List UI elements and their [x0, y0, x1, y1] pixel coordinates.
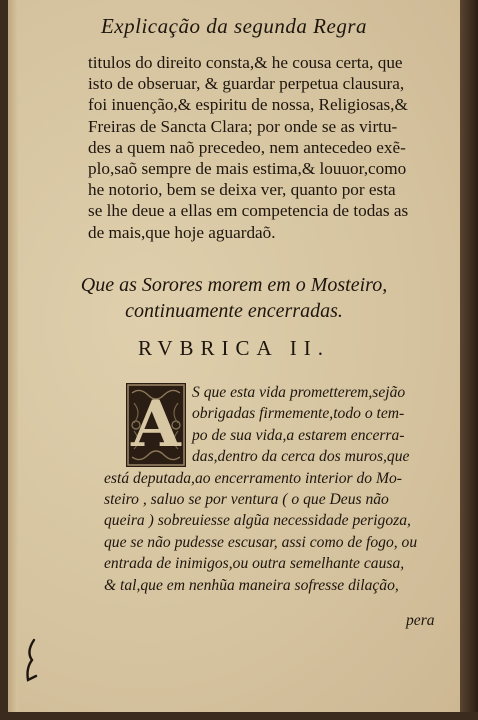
- text-line: S que esta vida prometterem,sejão: [192, 384, 406, 401]
- text-line: Freiras de Sancta Clara; por onde se as virtu-: [88, 116, 398, 136]
- text-line: entrada de inimigos,ou outra semelhante causa,: [104, 555, 405, 573]
- text-line: isto de obseruar, & guardar perpetua clausura,: [88, 74, 405, 94]
- text-line: steiro , saluo se por ventura ( o que Deus não: [104, 491, 389, 509]
- body-paragraph: [88, 52, 448, 243]
- binding-shadow: [460, 0, 478, 712]
- text-line: des a quem naõ precedeo, nem antecedeo exẽ-: [88, 137, 406, 157]
- text-line: queira ) sobreuiesse algũa necessidade perigoza,: [104, 512, 411, 530]
- drop-cap-letter: A: [131, 387, 181, 462]
- margin-bracket-icon: [22, 636, 40, 684]
- heading-line: Que as Sorores morem em o Mosteiro,: [80, 274, 388, 296]
- text-line: titulos do direito consta,& he cousa certa, que: [88, 53, 403, 72]
- text-line: foi inuenção,& espiritu de nossa, Religiosas,&: [88, 95, 408, 115]
- running-head: Explicação da segunda Regra: [100, 14, 368, 38]
- text-line: plo,saõ sempre de mais estima,& louuor,como: [88, 159, 407, 179]
- text-line: que se não pudesse escusar, assi como de fogo, ou: [104, 533, 418, 551]
- ornamental-drop-cap: [126, 383, 186, 467]
- text-line: de mais,que hoje aguardaõ.: [88, 222, 276, 242]
- text-line: obrigadas firmemente,todo o tem-: [192, 405, 405, 423]
- text-line: está deputada,ao encerramento interior do Mo-: [104, 469, 402, 487]
- heading-line: continuamente encerradas.: [125, 300, 343, 322]
- text-line: se lhe deue a ellas em competencia de todas as: [88, 201, 409, 221]
- book-page: [8, 0, 460, 712]
- text-line: he notorio, bem se deixa ver, quanto por esta: [88, 180, 396, 200]
- text-line: & tal,que em nenhũa maneira sofresse dilação,: [104, 576, 399, 594]
- section-heading: [8, 272, 460, 324]
- text-line: po de sua vida,a estarem encerra-: [192, 426, 405, 444]
- rubric-title: RVBRICA II.: [138, 336, 330, 360]
- text-line: das,dentro da cerca dos muros,que: [192, 448, 410, 466]
- catchword: pera: [406, 612, 435, 629]
